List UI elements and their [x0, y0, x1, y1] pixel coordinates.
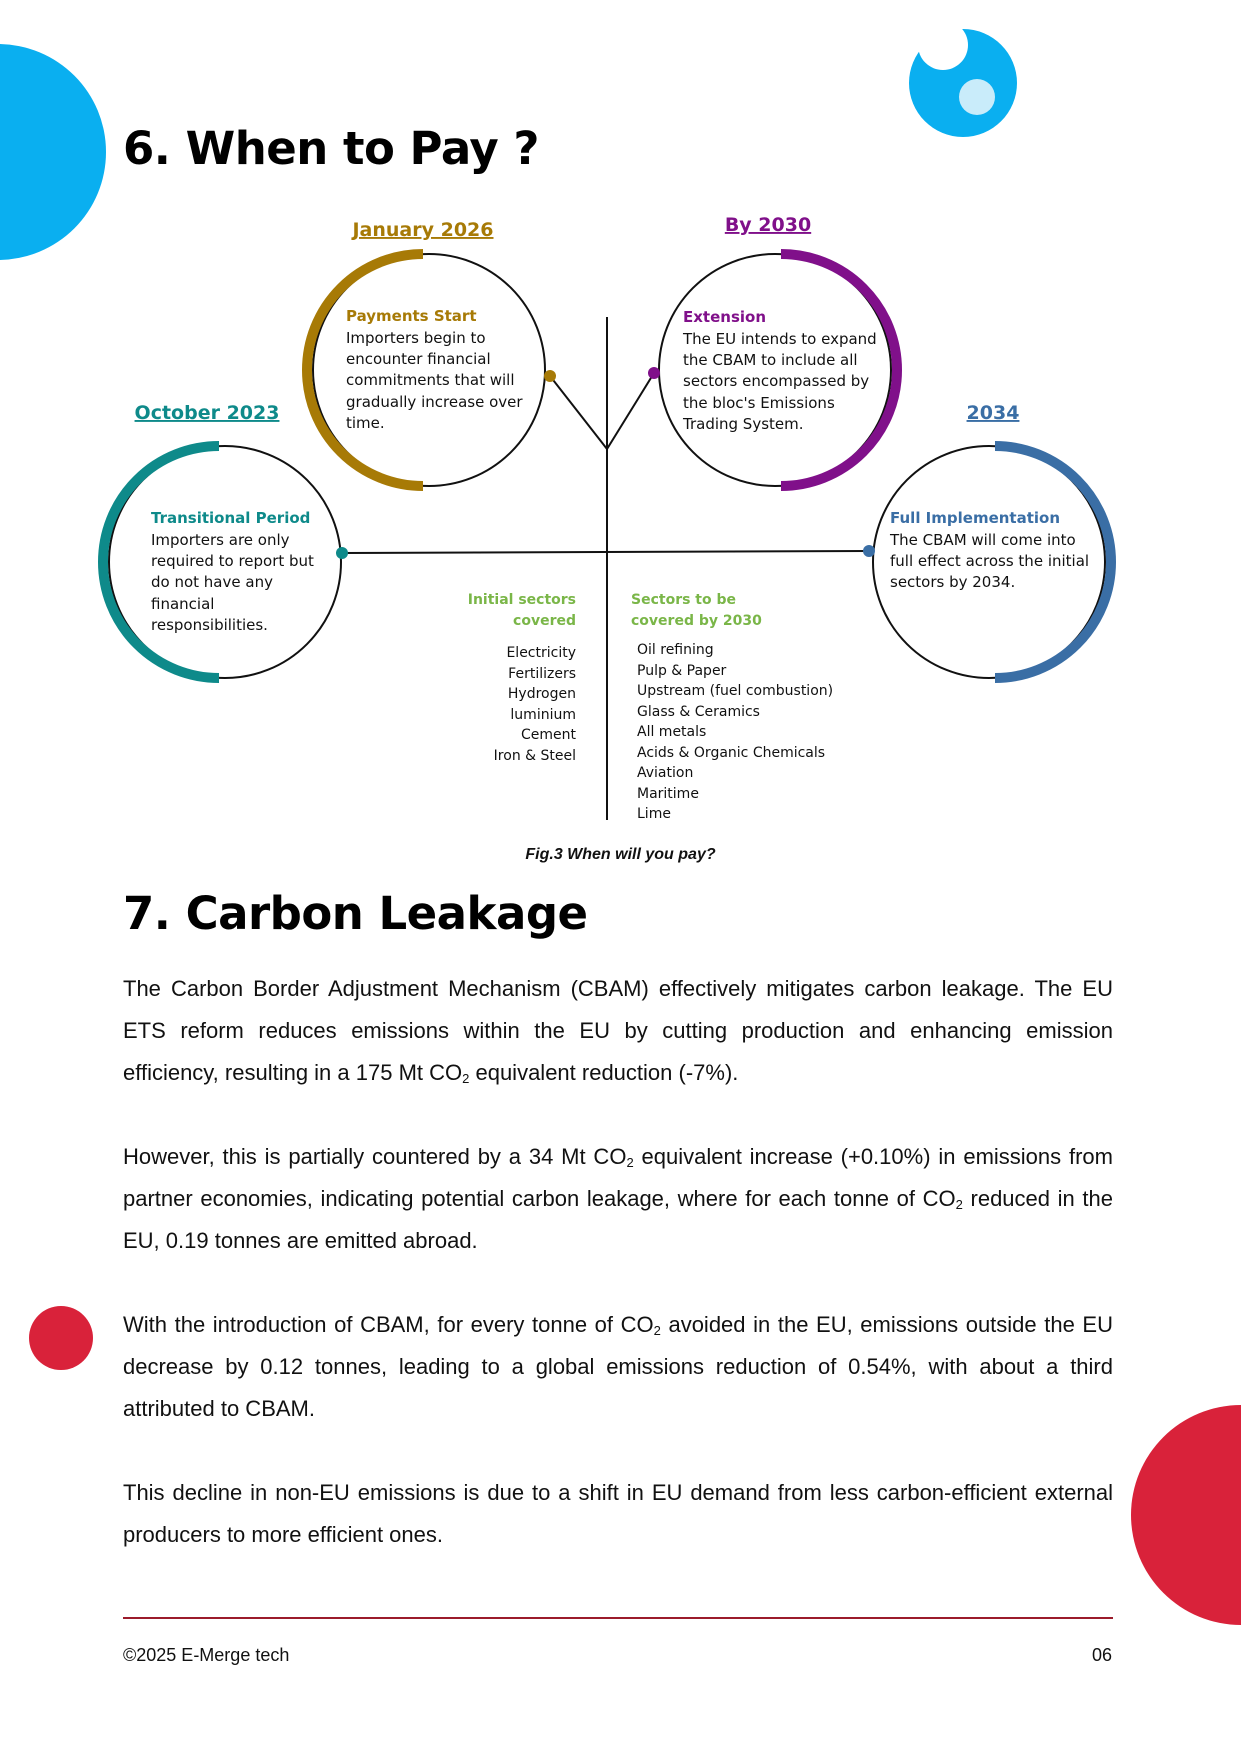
section-7-title: 7. Carbon Leakage	[123, 887, 588, 940]
milestone-heading: Extension	[683, 308, 766, 326]
sector-item: Cement	[520, 727, 576, 743]
sector-item: Iron & Steel	[493, 748, 576, 764]
milestone-line: financial	[151, 595, 215, 613]
initial-sectors-list	[468, 592, 577, 764]
sector-item: Fertilizers	[508, 666, 576, 682]
sector-item: Hydrogen	[507, 686, 576, 702]
connector-v	[550, 373, 654, 449]
sector-item: Lime	[637, 806, 671, 822]
page-number: 06	[1091, 1645, 1112, 1665]
milestone-date: 2034	[966, 402, 1020, 424]
figure-caption: Fig.3 When will you pay?	[525, 846, 716, 863]
milestone-line: time.	[346, 414, 385, 432]
milestone-line: responsibilities.	[151, 616, 268, 634]
milestone-line: required to report but	[151, 552, 314, 570]
sector-item: luminium	[510, 707, 576, 723]
footer-rule	[123, 1617, 1113, 1619]
milestone-line: encounter financial	[346, 350, 491, 368]
milestone-heading: Transitional Period	[151, 509, 311, 527]
sector-item: Aviation	[637, 765, 694, 781]
milestone-line: The EU intends to expand	[683, 330, 877, 348]
footer-copyright: ©2025 E-Merge tech	[123, 1645, 290, 1665]
milestone-line: gradually increase over	[346, 393, 523, 411]
milestone-line: commitments that will	[346, 371, 515, 389]
section-6-title: 6. When to Pay ?	[123, 122, 539, 175]
milestone-line: the bloc's Emissions	[683, 394, 835, 412]
milestone-line: sectors encompassed by	[683, 372, 870, 390]
sector-item: Oil refining	[637, 642, 714, 658]
sector-item: Acids & Organic Chemicals	[637, 745, 826, 761]
milestone-line: The CBAM will come into	[890, 531, 1076, 549]
milestone-january-2026	[307, 219, 556, 486]
milestone-2034	[863, 402, 1111, 678]
paragraph-4: This decline in non-EU emissions is due to a shift in EU demand from less carbon-efficient external producers to more efficient ones.	[123, 1480, 1113, 1547]
red-half-circle-decoration	[1111, 1405, 1241, 1635]
milestone-line: do not have any	[151, 573, 273, 591]
payment-timeline-diagram	[0, 0, 1241, 840]
paragraph-1: The Carbon Border Adjustment Mechanism (CBAM) effectively mitigates carbon leakage. The EU ETS reform reduces emissions within the EU by cutting production and enhancing emission efficiency, resulting in a 175 Mt $CO_2$ equivalent reduction (-7%).	[123, 976, 1113, 1086]
sector-item: Upstream (fuel combustion)	[637, 683, 834, 699]
sector-heading: covered	[513, 613, 576, 629]
milestone-heading: Full Implementation	[890, 509, 1061, 527]
milestone-october-2023	[103, 402, 348, 678]
horizontal-axis	[342, 551, 869, 553]
milestone-line: sectors by 2034.	[890, 573, 1016, 591]
sector-item: Glass & Ceramics	[637, 704, 760, 720]
sector-heading: Initial sectors	[467, 592, 576, 608]
milestone-date: January 2026	[352, 219, 494, 241]
sector-item: All metals	[637, 724, 707, 740]
sector-heading: Sectors to be	[631, 592, 736, 608]
sector-item: Pulp & Paper	[637, 663, 727, 679]
milestone-line: Importers begin to	[346, 329, 486, 347]
sector-item: Maritime	[637, 786, 699, 802]
milestone-by-2030	[648, 214, 897, 486]
milestone-line: Trading System.	[683, 415, 804, 433]
milestone-line: the CBAM to include all	[683, 351, 858, 369]
milestone-line: Importers are only	[151, 531, 290, 549]
milestone-line: full effect across the initial	[890, 552, 1090, 570]
milestone-heading: Payments Start	[346, 307, 477, 325]
paragraph-3: With the introduction of CBAM, for every tonne of $CO_2$ avoided in the EU, emissions outside the EU decrease by 0.12 tonnes, leading to a global emissions reduction of 0.54%, with about a third attributed to CBAM.	[123, 1312, 1113, 1421]
milestone-date: October 2023	[134, 402, 280, 424]
milestone-date: By 2030	[724, 214, 812, 236]
red-dot-decoration	[28, 1305, 98, 1375]
paragraph-2: However, this is partially countered by a 34 Mt $CO_2$ equivalent increase (+0.10%) in emissions from partner economies, indicating potential carbon leakage, where for each tonne of $CO_2$ reduced in the EU, 0.19 tonnes are emitted abroad.	[123, 1144, 1114, 1253]
sector-heading: covered by 2030	[631, 613, 762, 629]
sector-item: Electricity	[506, 645, 576, 661]
future-sectors-list	[631, 592, 833, 822]
